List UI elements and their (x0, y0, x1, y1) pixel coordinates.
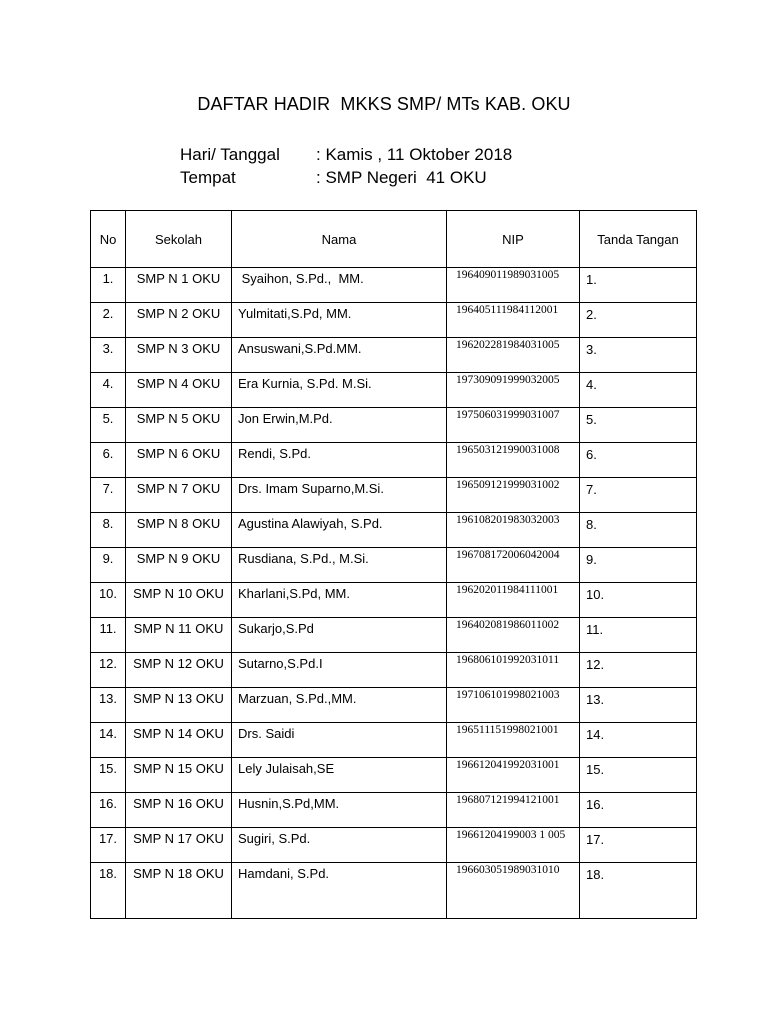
nip-cell: 196405111984112001 (447, 303, 580, 338)
row-number: 9. (91, 548, 126, 583)
nip-cell: 196603051989031010 (447, 863, 580, 919)
signature-cell: 13. (580, 688, 697, 723)
nip-cell: 196509121999031002 (447, 478, 580, 513)
school-cell: SMP N 12 OKU (126, 653, 232, 688)
row-number: 17. (91, 828, 126, 863)
table-row (91, 338, 697, 373)
table-row (91, 758, 697, 793)
hari-label: Hari/ Tanggal (180, 145, 280, 164)
school-cell: SMP N 7 OKU (126, 478, 232, 513)
table-row (91, 513, 697, 548)
signature-cell: 2. (580, 303, 697, 338)
school-cell: SMP N 17 OKU (126, 828, 232, 863)
table-row (91, 373, 697, 408)
school-cell: SMP N 8 OKU (126, 513, 232, 548)
signature-cell: 17. (580, 828, 697, 863)
signature-cell: 3. (580, 338, 697, 373)
row-number: 3. (91, 338, 126, 373)
name-cell: Husnin,S.Pd,MM. (232, 793, 447, 828)
signature-cell: 18. (580, 863, 697, 919)
signature-cell: 8. (580, 513, 697, 548)
name-cell: Drs. Saidi (232, 723, 447, 758)
table-row (91, 618, 697, 653)
document-title: DAFTAR HADIR MKKS SMP/ MTs KAB. OKU (197, 94, 571, 114)
school-cell: SMP N 16 OKU (126, 793, 232, 828)
nip-cell: 19661204199003 1 005 (447, 828, 580, 863)
signature-cell: 4. (580, 373, 697, 408)
name-cell: Yulmitati,S.Pd, MM. (232, 303, 447, 338)
signature-cell: 15. (580, 758, 697, 793)
signature-cell: 16. (580, 793, 697, 828)
nip-cell: 196708172006042004 (447, 548, 580, 583)
attendance-table (90, 210, 697, 919)
school-cell: SMP N 9 OKU (126, 548, 232, 583)
table-row (91, 583, 697, 618)
nip-cell: 196511151998021001 (447, 723, 580, 758)
name-cell: Ansuswani,S.Pd.MM. (232, 338, 447, 373)
school-cell: SMP N 5 OKU (126, 408, 232, 443)
table-row (91, 653, 697, 688)
row-number: 11. (91, 618, 126, 653)
table-row (91, 548, 697, 583)
table-row (91, 408, 697, 443)
school-cell: SMP N 13 OKU (126, 688, 232, 723)
table-row (91, 303, 697, 338)
name-cell: Rusdiana, S.Pd., M.Si. (232, 548, 447, 583)
row-number: 14. (91, 723, 126, 758)
signature-cell: 14. (580, 723, 697, 758)
row-number: 10. (91, 583, 126, 618)
name-cell: Drs. Imam Suparno,M.Si. (232, 478, 447, 513)
table-row (91, 863, 697, 919)
table-row (91, 828, 697, 863)
table-row (91, 443, 697, 478)
nip-cell: 197106101998021003 (447, 688, 580, 723)
table-row (91, 268, 697, 303)
row-number: 15. (91, 758, 126, 793)
nip-cell: 196806101992031011 (447, 653, 580, 688)
row-number: 2. (91, 303, 126, 338)
header-tanda-tangan: Tanda Tangan (580, 211, 697, 268)
row-number: 18. (91, 863, 126, 919)
table-row (91, 478, 697, 513)
name-cell: Kharlani,S.Pd, MM. (232, 583, 447, 618)
table-row (91, 688, 697, 723)
school-cell: SMP N 2 OKU (126, 303, 232, 338)
name-cell: Rendi, S.Pd. (232, 443, 447, 478)
name-cell: Era Kurnia, S.Pd. M.Si. (232, 373, 447, 408)
row-number: 5. (91, 408, 126, 443)
header-nip: NIP (447, 211, 580, 268)
table-header-row (91, 211, 697, 268)
school-cell: SMP N 10 OKU (126, 583, 232, 618)
school-cell: SMP N 1 OKU (126, 268, 232, 303)
header-no: No (91, 211, 126, 268)
name-cell: Lely Julaisah,SE (232, 758, 447, 793)
name-cell: Marzuan, S.Pd.,MM. (232, 688, 447, 723)
school-cell: SMP N 4 OKU (126, 373, 232, 408)
nip-cell: 196807121994121001 (447, 793, 580, 828)
nip-cell: 197506031999031007 (447, 408, 580, 443)
signature-cell: 6. (580, 443, 697, 478)
nip-cell: 196202011984111001 (447, 583, 580, 618)
row-number: 13. (91, 688, 126, 723)
row-number: 6. (91, 443, 126, 478)
nip-cell: 196402081986011002 (447, 618, 580, 653)
row-number: 4. (91, 373, 126, 408)
signature-cell: 7. (580, 478, 697, 513)
signature-cell: 5. (580, 408, 697, 443)
nip-cell: 196503121990031008 (447, 443, 580, 478)
nip-cell: 196202281984031005 (447, 338, 580, 373)
school-cell: SMP N 6 OKU (126, 443, 232, 478)
name-cell: Sutarno,S.Pd.I (232, 653, 447, 688)
row-number: 7. (91, 478, 126, 513)
school-cell: SMP N 18 OKU (126, 863, 232, 919)
table-row (91, 793, 697, 828)
signature-cell: 11. (580, 618, 697, 653)
header-sekolah: Sekolah (126, 211, 232, 268)
name-cell: Jon Erwin,M.Pd. (232, 408, 447, 443)
school-cell: SMP N 15 OKU (126, 758, 232, 793)
name-cell: Agustina Alawiyah, S.Pd. (232, 513, 447, 548)
row-number: 12. (91, 653, 126, 688)
signature-cell: 1. (580, 268, 697, 303)
nip-cell: 196612041992031001 (447, 758, 580, 793)
tempat-value: : SMP Negeri 41 OKU (316, 168, 487, 187)
row-number: 1. (91, 268, 126, 303)
signature-cell: 12. (580, 653, 697, 688)
header-nama: Nama (232, 211, 447, 268)
school-cell: SMP N 3 OKU (126, 338, 232, 373)
school-cell: SMP N 14 OKU (126, 723, 232, 758)
tempat-label: Tempat (180, 168, 236, 187)
signature-cell: 10. (580, 583, 697, 618)
name-cell: Hamdani, S.Pd. (232, 863, 447, 919)
school-cell: SMP N 11 OKU (126, 618, 232, 653)
nip-cell: 196409011989031005 (447, 268, 580, 303)
signature-cell: 9. (580, 548, 697, 583)
name-cell: Syaihon, S.Pd., MM. (232, 268, 447, 303)
table-row (91, 723, 697, 758)
nip-cell: 196108201983032003 (447, 513, 580, 548)
nip-cell: 197309091999032005 (447, 373, 580, 408)
row-number: 8. (91, 513, 126, 548)
row-number: 16. (91, 793, 126, 828)
name-cell: Sugiri, S.Pd. (232, 828, 447, 863)
name-cell: Sukarjo,S.Pd (232, 618, 447, 653)
hari-value: : Kamis , 11 Oktober 2018 (316, 145, 513, 164)
